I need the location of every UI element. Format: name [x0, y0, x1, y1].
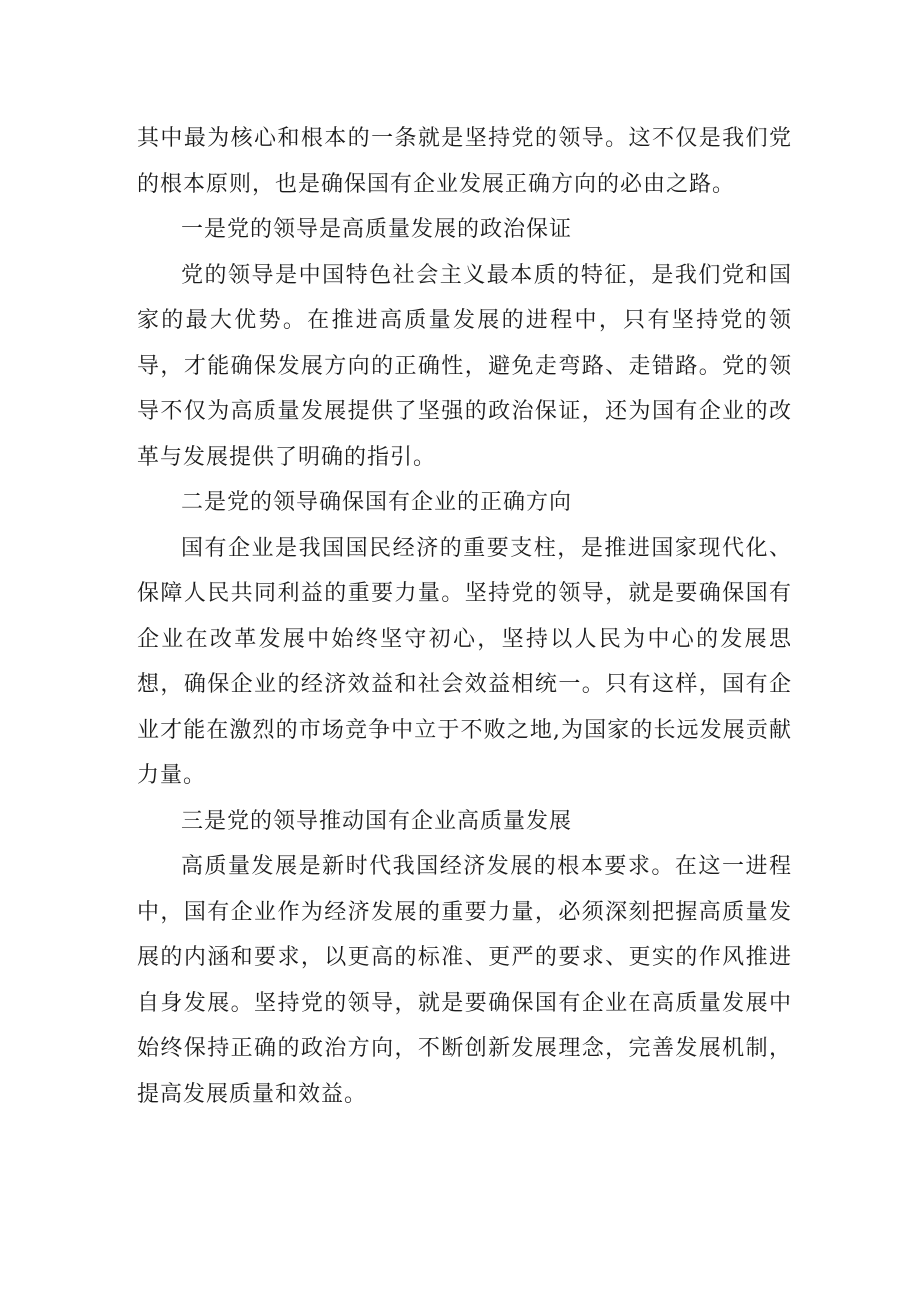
section-heading-1: 一是党的领导是高质量发展的政治保证 — [181, 217, 573, 242]
paragraph-section-3: 高质量发展是新时代我国经济发展的根本要求。在这一进程中，国有企业作为经济发展的重要力量，必须深刻把握高质量发展的内涵和要求，以更高的标准、更严的要求、更实的作风推进自身发展。坚持党的领导，就是要确保国有企业在高质量发展中始终保持正确的政治方向，不断创新发展理念，完善发展机制，提高发展质量和效益。 — [137, 854, 792, 1107]
paragraph-intro: 其中最为核心和根本的一条就是坚持党的领导。这不仅是我们党的根本原则，也是确保国有企业发展正确方向的必由之路。 — [137, 126, 792, 197]
document-body — [137, 116, 792, 1117]
paragraph-section-2: 国有企业是我国国民经济的重要支柱，是推进国家现代化、保障人民共同利益的重要力量。坚持党的领导，就是要确保国有企业在改革发展中始终坚守初心，坚持以人民为中心的发展思想，确保企业的经济效益和社会效益相统一。只有这样，国有企业才能在激烈的市场竞争中立于不败之地,为国家的长远发展贡献力量。 — [137, 535, 792, 788]
section-heading-2: 二是党的领导确保国有企业的正确方向 — [181, 490, 573, 515]
paragraph-section-1: 党的领导是中国特色社会主义最本质的特征，是我们党和国家的最大优势。在推进高质量发展的进程中，只有坚持党的领导，才能确保发展方向的正确性，避免走弯路、走错路。党的领导不仅为高质量发展提供了坚强的政治保证，还为国有企业的改革与发展提供了明确的指引。 — [137, 262, 792, 470]
section-heading-3: 三是党的领导推动国有企业高质量发展 — [181, 808, 573, 834]
